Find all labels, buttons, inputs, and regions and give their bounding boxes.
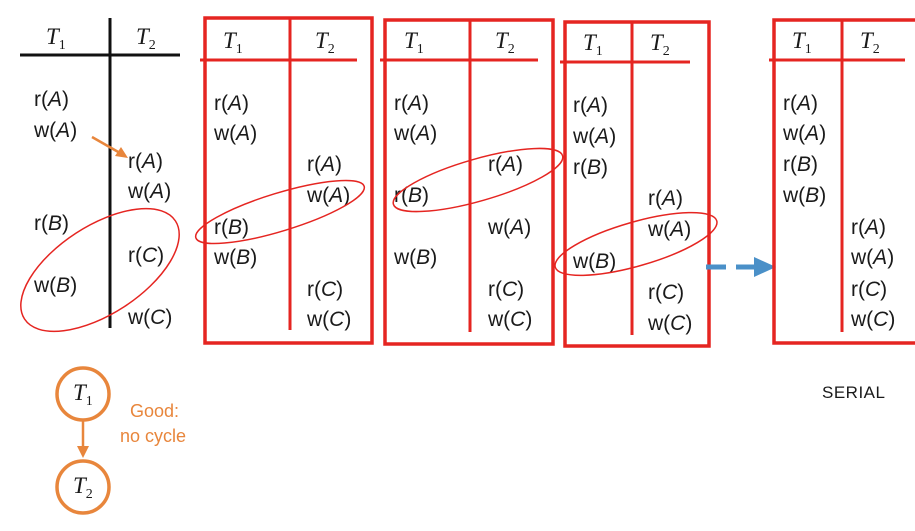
operation-5: w(A)	[648, 218, 692, 241]
operation-1: r(A)	[394, 92, 430, 115]
operation-1: r(A)	[573, 94, 609, 117]
operation-1: r(A)	[214, 92, 250, 115]
operation-8: w(C)	[307, 308, 352, 331]
graph-edge-head	[77, 446, 89, 458]
operation-5: r(B)	[214, 216, 250, 239]
operation-3: r(B)	[783, 153, 819, 176]
operation-7: r(C)	[307, 278, 344, 301]
operation-2: w(A)	[783, 122, 827, 145]
schedule-original	[1, 18, 200, 356]
operation-8: w(C)	[128, 306, 173, 329]
swap-ellipse	[388, 136, 569, 225]
t1-header: $T_1$	[223, 28, 243, 57]
operation-1: r(A)	[34, 88, 70, 111]
note-line-2: no cycle	[120, 426, 187, 446]
operation-4: w(A)	[128, 180, 172, 203]
operation-6: w(B)	[573, 250, 617, 273]
operation-2: w(A)	[34, 119, 78, 142]
operation-4: w(B)	[783, 184, 827, 207]
operation-3: r(B)	[573, 156, 609, 179]
operation-3: r(A)	[128, 150, 164, 173]
schedule-serial	[769, 20, 915, 343]
operation-7: r(C)	[488, 278, 525, 301]
conflict-arrow	[92, 137, 120, 153]
operation-5: w(A)	[488, 216, 532, 239]
operation-8: w(C)	[851, 308, 896, 331]
t1-header: $T_1$	[46, 24, 66, 53]
transform-arrow	[706, 257, 776, 277]
operation-5: r(B)	[34, 212, 70, 235]
operation-6: w(A)	[851, 246, 895, 269]
operation-2: w(A)	[573, 125, 617, 148]
graph-node-t1-label: $T_1$	[73, 380, 93, 409]
operation-6: w(B)	[214, 246, 258, 269]
graph-node-t2-label: $T_2$	[73, 473, 93, 502]
serial-label: SERIAL	[822, 383, 886, 402]
operation-8: w(C)	[488, 308, 533, 331]
t2-header: $T_2$	[860, 28, 880, 57]
operation-4: r(B)	[394, 184, 430, 207]
t1-header: $T_1$	[404, 28, 424, 57]
schedule-step-1	[190, 18, 372, 343]
precedence-graph	[57, 368, 109, 513]
swap-ellipse	[1, 184, 200, 356]
schedule-step-2	[380, 20, 568, 344]
operation-3: r(A)	[488, 153, 524, 176]
t2-header: $T_2$	[495, 28, 515, 57]
operation-4: r(A)	[648, 187, 684, 210]
operation-7: r(C)	[851, 278, 888, 301]
operation-4: w(A)	[307, 184, 351, 207]
operation-6: w(B)	[394, 246, 438, 269]
schedule-box	[774, 20, 915, 343]
note-line-1: Good:	[130, 401, 180, 421]
t2-header: $T_2$	[315, 28, 335, 57]
t1-header: $T_1$	[792, 28, 812, 57]
operation-8: w(C)	[648, 312, 693, 335]
t1-header: $T_1$	[583, 30, 603, 59]
schedule-step-3	[549, 22, 723, 346]
operation-7: w(B)	[34, 274, 78, 297]
operation-3: r(A)	[307, 153, 343, 176]
t2-header: $T_2$	[136, 24, 156, 53]
operation-5: r(A)	[851, 216, 887, 239]
operation-6: r(C)	[128, 244, 165, 267]
swap-ellipse	[190, 168, 369, 256]
t2-header: $T_2$	[650, 30, 670, 59]
operation-2: w(A)	[214, 122, 258, 145]
operation-1: r(A)	[783, 92, 819, 115]
swap-ellipse	[549, 200, 723, 289]
operation-2: w(A)	[394, 122, 438, 145]
schedule-box	[565, 22, 709, 346]
operation-7: r(C)	[648, 281, 685, 304]
